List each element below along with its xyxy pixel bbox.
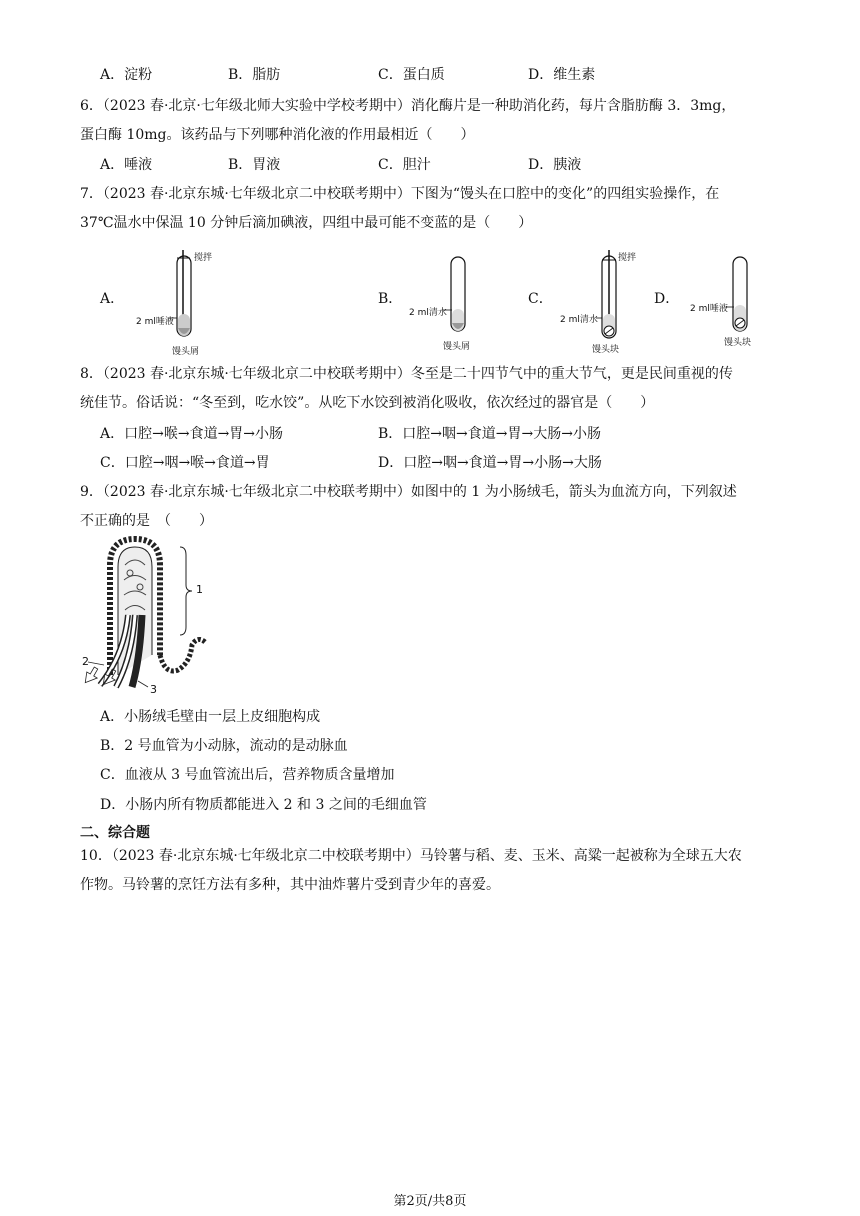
fig-a-content-label: 馒头屑 — [172, 347, 200, 357]
villus-label-1: 1 — [196, 583, 203, 596]
villus-label-2: 2 — [82, 655, 89, 668]
page-number: 第2页/共8页 — [393, 1194, 467, 1209]
q5-option-c: C．蛋白质 — [378, 67, 445, 83]
intestinal-villus-figure — [80, 535, 220, 700]
q7-option-c: C． — [528, 291, 553, 307]
fig-a-stir-label: 搅拌 — [194, 253, 213, 263]
fig-d-liquid-label: 2 ml唾液 — [690, 304, 728, 314]
test-tube-figure-d — [688, 255, 780, 350]
q9-option-d: D．小肠内所有物质都能进入 2 和 3 之间的毛细血管 — [100, 797, 427, 813]
fig-c-stir-label: 搅拌 — [618, 253, 637, 263]
q9-option-b: B．2 号血管为小动脉，流动的是动脉血 — [100, 738, 348, 754]
villus-label-3: 3 — [150, 683, 157, 696]
q9-option-a: A．小肠绒毛壁由一层上皮细胞构成 — [100, 709, 321, 725]
q6-option-a: A．唾液 — [100, 157, 153, 173]
q6-option-d: D．胰液 — [528, 157, 582, 173]
q8-option-d: D．口腔→咽→食道→胃→小肠→大肠 — [378, 455, 602, 471]
q8-option-a: A．口腔→喉→食道→胃→小肠 — [100, 426, 284, 442]
q6-option-c: C．胆汁 — [378, 157, 431, 173]
q7-stem-line2: 37℃温水中保温 10 分钟后滴加碘液，四组中最可能不变蓝的是（ ） — [80, 215, 533, 231]
q5-option-b: B．脂肪 — [228, 67, 281, 83]
q10-stem-line2: 作物。马铃薯的烹饪方法有多种，其中油炸薯片受到青少年的喜爱。 — [80, 877, 500, 893]
q8-option-c: C．口腔→咽→喉→食道→胃 — [100, 455, 270, 471]
q9-stem-line1: 9．（2023 春·北京东城·七年级北京二中校联考期中）如图中的 1 为小肠绒毛，箭头为血流方向，下列叙述 — [80, 484, 737, 500]
q6-stem-line2: 蛋白酶 10mg。该药品与下列哪种消化液的作用最相近（ ） — [80, 127, 475, 143]
q6-stem-line1: 6．（2023 春·北京·七年级北师大实验中学校考期中）消化酶片是一种助消化药，每片含脂肪酶 3．3mg， — [80, 98, 736, 114]
q5-option-a: A．淀粉 — [100, 67, 153, 83]
q9-option-c: C．血液从 3 号血管流出后，营养物质含量增加 — [100, 767, 395, 783]
q9-stem-line2: 不正确的是 （ ） — [80, 513, 213, 529]
fig-d-content-label: 馒头块 — [724, 338, 752, 348]
test-tube-figure-a — [130, 248, 220, 358]
test-tube-figure-b — [405, 255, 495, 360]
fig-a-liquid-label: 2 ml唾液 — [136, 317, 174, 327]
q7-option-d: D． — [654, 291, 680, 307]
fig-c-content-label: 馒头块 — [592, 345, 620, 355]
fig-c-liquid-label: 2 ml清水 — [560, 315, 598, 325]
q7-stem-line1: 7．（2023 春·北京东城·七年级北京二中校联考期中）下图为“馒头在口腔中的变化”的四组实验操作，在 — [80, 186, 720, 202]
fig-b-liquid-label: 2 ml清水 — [409, 308, 447, 318]
q5-option-d: D．维生素 — [528, 67, 596, 83]
q8-option-b: B．口腔→咽→食道→胃→大肠→小肠 — [378, 426, 601, 442]
test-tube-figure-c — [560, 248, 660, 358]
q7-option-b: B． — [378, 291, 403, 307]
fig-b-content-label: 馒头屑 — [443, 342, 471, 352]
q10-stem-line1: 10．（2023 春·北京东城·七年级北京二中校联考期中）马铃薯与稻、麦、玉米、高粱一起被称为全球五大农 — [80, 848, 742, 864]
q8-stem-line1: 8．（2023 春·北京东城·七年级北京二中校联考期中）冬至是二十四节气中的重大节气，更是民间重视的传 — [80, 366, 733, 382]
section-heading: 二、综合题 — [80, 825, 150, 841]
q6-option-b: B．胃液 — [228, 157, 281, 173]
q7-option-a: A． — [100, 291, 125, 307]
q8-stem-line2: 统佳节。俗话说：“冬至到，吃水饺”。从吃下水饺到被消化吸收，依次经过的器官是（ ） — [80, 395, 655, 411]
